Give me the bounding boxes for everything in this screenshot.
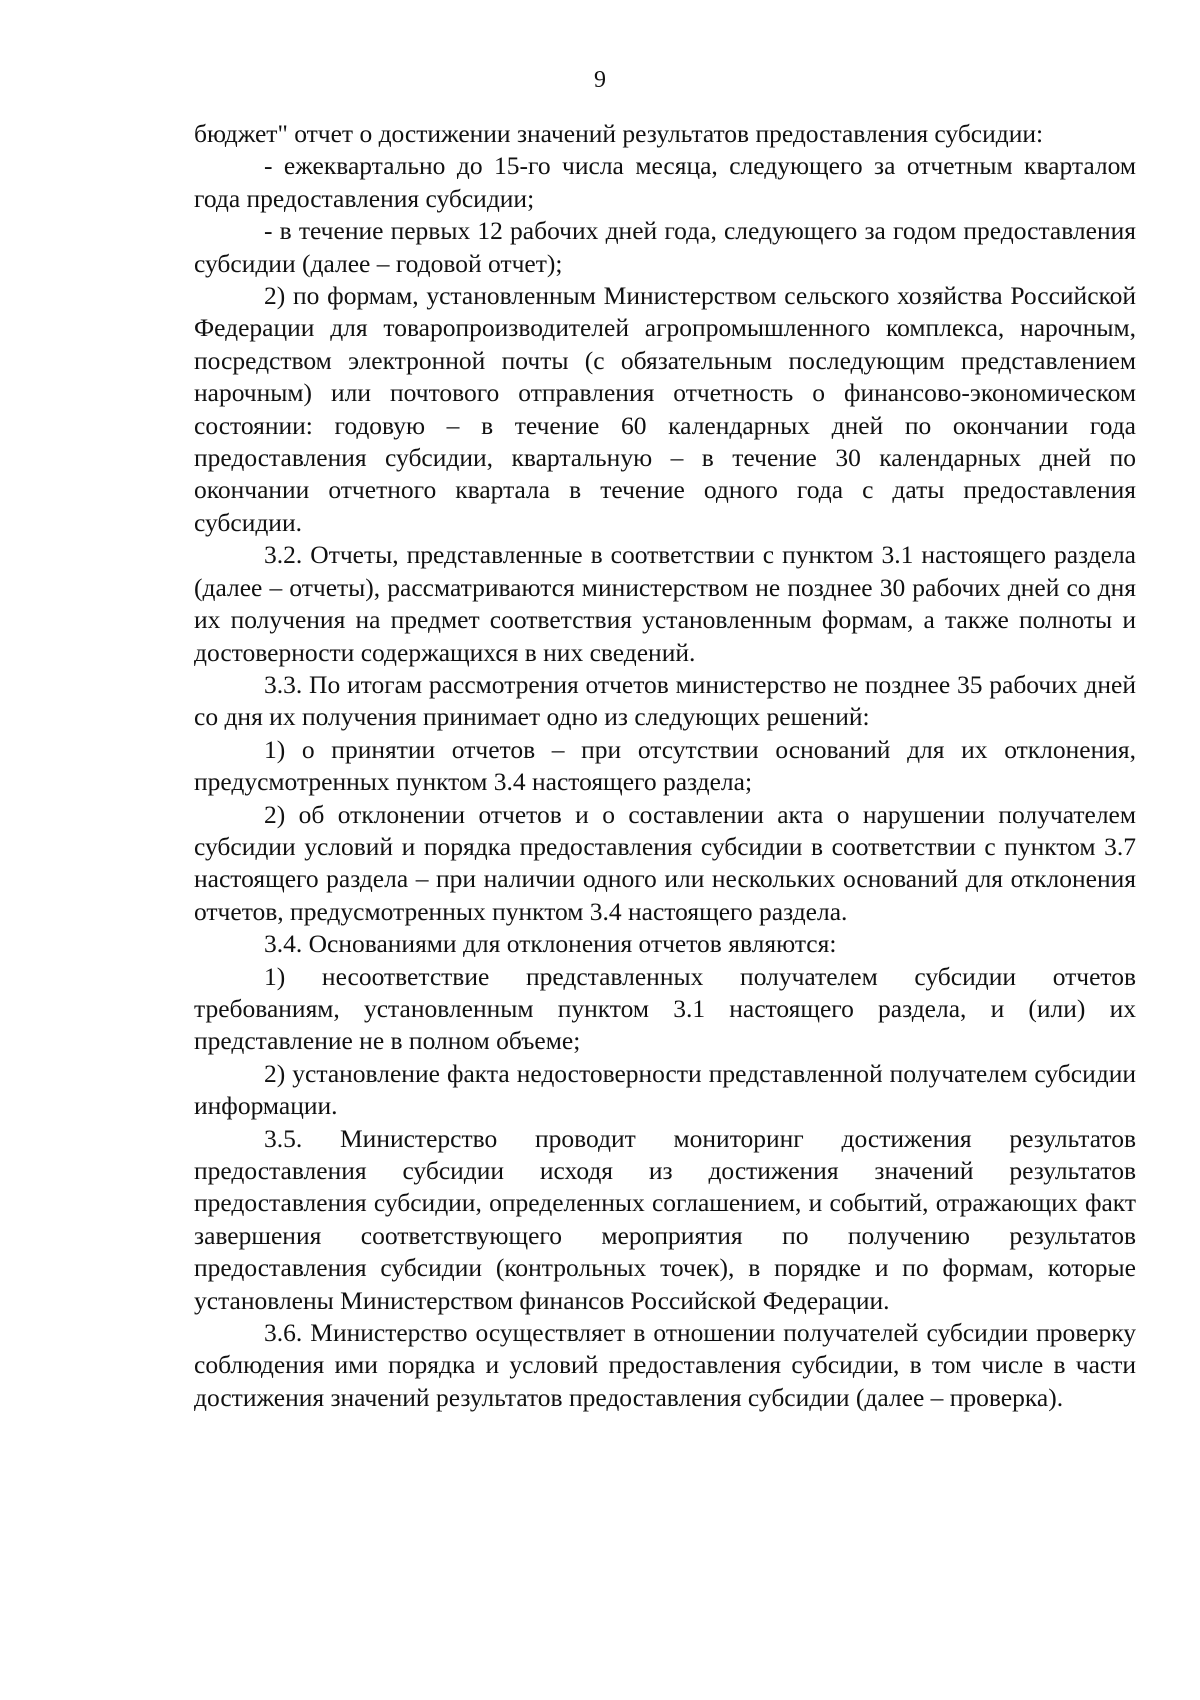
paragraph-3-4-item-2: 2) установление факта недостоверности представленной получателем субсидии информации.	[194, 1058, 1136, 1121]
page-number: 9	[594, 67, 606, 93]
paragraph-annual: - в течение первых 12 рабочих дней года, следующего за годом предоставления субсидии (далее – годовой отчет);	[194, 216, 1136, 278]
paragraph-3-2: 3.2. Отчеты, представленные в соответствии с пунктом 3.1 настоящего раздела (далее – отчеты), рассматриваются министерством не позднее 30 рабочих дней со дня их получения на предмет соответствия установленным формам, а также полноты и достоверности содержащихся в них сведений.	[194, 540, 1136, 667]
paragraph-3-4: 3.4. Основаниями для отклонения отчетов являются:	[264, 929, 837, 959]
paragraph-3-6: 3.6. Министерство осуществляет в отношении получателей субсидии проверку соблюдения ими порядка и условий предоставления субсидии, в том числе в части достижения значений результатов предоставления субсидии (далее – проверка).	[194, 1318, 1136, 1412]
paragraph-quarterly: - ежеквартально до 15-го числа месяца, следующего за отчетным кварталом года предоставления субсидии;	[194, 151, 1136, 213]
paragraph-3-5: 3.5. Министерство проводит мониторинг достижения результатов предоставления субсидии исходя из достижения значений результатов предоставления субсидии, определенных соглашением, и событий, отражающих факт завершения соответствующего мероприятия по получению результатов предоставления субсидии (контрольных точек), в порядке и по формам, которые установлены Министерством финансов Российской Федерации.	[194, 1123, 1136, 1315]
paragraph-3-3: 3.3. По итогам рассмотрения отчетов министерство не позднее 35 рабочих дней со дня их получения принимает одно из следующих решений:	[194, 669, 1136, 732]
document-body	[194, 118, 1136, 1414]
paragraph-3-3-item-2: 2) об отклонении отчетов и о составлении акта о нарушении получателем субсидии условий и порядка предоставления субсидии в соответствии с пунктом 3.7 настоящего раздела – при наличии одного или нескольких оснований для отклонения отчетов, предусмотренных пунктом 3.4 настоящего раздела.	[194, 799, 1136, 926]
paragraph-3-3-item-1: 1) о принятии отчетов – при отсутствии оснований для их отклонения, предусмотренных пунктом 3.4 настоящего раздела;	[194, 734, 1136, 797]
paragraph-3-4-item-1: 1) несоответствие представленных получателем субсидии отчетов требованиям, установленным пунктом 3.1 настоящего раздела, и (или) их представление не в полном объеме;	[194, 961, 1136, 1056]
paragraph-forms: 2) по формам, установленным Министерством сельского хозяйства Российской Федерации для товаропроизводителей агропромышленного комплекса, нарочным, посредством электронной почты (с обязательным последующим представлением нарочным) или почтового отправления отчетность о финансово-экономическом состоянии: годовую – в течение 60 календарных дней по окончании года предоставления субсидии, квартальную – в течение 30 календарных дней по окончании отчетного квартала в течение одного года с даты предоставления субсидии.	[194, 281, 1136, 537]
paragraph-budget-report: бюджет" отчет о достижении значений результатов предоставления субсидии:	[194, 119, 1044, 148]
